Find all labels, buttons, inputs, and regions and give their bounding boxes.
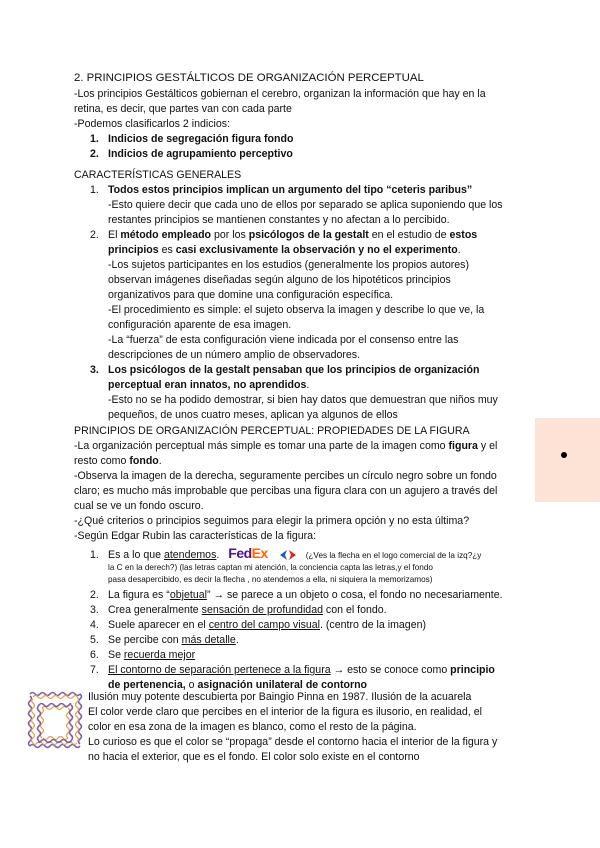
section-title: 2. PRINCIPIOS GESTÁLTICOS DE ORGANIZACIÓN PERCEPTUAL <box>74 72 424 84</box>
text-run: . (centro de la imagen) <box>320 619 427 631</box>
text-run-underline: objetual <box>169 589 207 601</box>
text-run: El <box>108 229 121 241</box>
text-run: . <box>457 244 461 256</box>
text-run-bold: psicólogos de la gestalt <box>248 229 369 241</box>
paragraph-line: -Los principios Gestálticos gobiernan el cerebro, organizan la información que hay en la <box>74 88 486 100</box>
text-run: ” → se parece a un objeto o cosa, el fondo no necesariamente. <box>206 589 503 601</box>
paragraph-line: claro; es mucho más improbable que percibas una figura clara con un agujero a través del <box>74 485 498 497</box>
paragraph-line: -La “fuerza” de esta configuración viene indicada por el consenso entre las <box>108 334 459 346</box>
list-item <box>90 588 503 602</box>
paragraph-line: -Los sujetos participantes en los estudios (generalmente los propios autores) <box>108 259 469 271</box>
text-run: en el estudio de <box>368 229 450 241</box>
paragraph-line: -Esto no se ha podido demostrar, si bien hay datos que demuestran que niños muy <box>108 394 498 406</box>
text-run: o <box>185 679 198 691</box>
list-number: 1. <box>90 133 99 145</box>
text-run-bold: método empleado <box>120 229 212 241</box>
text-run-underline: atendemos <box>163 549 217 561</box>
list-number: 2. <box>90 148 99 160</box>
text-run: Suele aparecer en el <box>108 619 209 631</box>
text-run: resto como <box>74 455 130 467</box>
fedex-logo-text: Ex <box>251 545 268 561</box>
text-run: . <box>235 634 239 646</box>
watercolor-illusion-image <box>26 690 84 750</box>
list-item <box>90 363 479 377</box>
text-run-underline: centro del campo visual <box>208 619 321 631</box>
text-run: por los <box>211 229 249 241</box>
paragraph-line: cual se ve un fondo oscuro. <box>74 500 204 512</box>
paragraph-line: restantes principios se mantienen constantes y no afectan a lo percibido. <box>108 214 450 226</box>
list-number: 3. <box>90 604 99 616</box>
list-number: 1. <box>90 184 99 196</box>
list-item <box>90 618 426 632</box>
paragraph-line: -El procedimiento es simple: el sujeto observa la imagen y describe lo que ve, la <box>108 304 485 316</box>
paragraph-line: color en esa zona de la imagen es blanco, como el resto de la página. <box>88 721 417 733</box>
paragraph-line: El color verde claro que percibes en el interior de la figura es ilusorio, en realidad, el <box>88 706 482 718</box>
text-run: Es a lo que <box>108 549 164 561</box>
text-run-bold: perceptual eran innatos, no aprendidos <box>108 379 307 391</box>
list-item <box>90 633 239 647</box>
paragraph-line: no hacia el exterior, que es el fondo. El color solo existe en el contorno <box>88 751 420 763</box>
list-item <box>90 648 195 662</box>
carrefour-logo-icon <box>277 549 299 561</box>
text-run: y el <box>477 440 498 452</box>
list-number: 2. <box>90 229 99 241</box>
text-run-bold: fondo <box>129 455 159 467</box>
note-line: pasa desapercibido, es decir la flecha , no atendemos a ella, ni siquiera la memorizamos) <box>108 575 433 584</box>
paragraph-line: descripciones de un número amplio de observadores. <box>108 349 361 361</box>
text-run-bold: figura <box>448 440 478 452</box>
text-run: con el fondo. <box>322 604 387 616</box>
list-item <box>90 147 293 161</box>
paragraph-line: observan imágenes diseñadas según alguno de los hipotéticos principios <box>108 274 451 286</box>
list-number: 4. <box>90 619 99 631</box>
text-run-bold: asignación unilateral de contorno <box>197 679 368 691</box>
list-number: 6. <box>90 649 99 661</box>
list-heading: Todos estos principios implican un argumento del tipo “ceteris paribus” <box>108 184 473 196</box>
fedex-logo-text: Fed <box>228 545 252 561</box>
text-run-bold: estos <box>449 229 478 241</box>
paragraph-line: -Podemos clasificarlos 2 indicios: <box>74 118 231 130</box>
text-run: -La organización perceptual más simple es tomar una parte de la imagen como <box>74 440 449 452</box>
list-number: 7. <box>90 664 99 676</box>
note-text: (¿Ves la flecha en el logo comercial de la izq?¿y <box>305 551 482 560</box>
paragraph-line <box>108 243 461 257</box>
paragraph-line: configuración aparente de esa imagen. <box>108 319 292 331</box>
text-run-underline: El contorno de separación pertenece a la figura <box>108 664 331 676</box>
paragraph-line <box>108 378 309 392</box>
figure-ground-image <box>535 418 600 502</box>
note-line: la C en la derech?) (las letras captan mi atención, la conciencia capta las letras,y el fondo <box>108 563 433 572</box>
paragraph-line: Lo curioso es que el color se “propaga” desde el contorno hacia el interior de la figura y <box>88 736 498 748</box>
list-number: 5. <box>90 634 99 646</box>
text-run: . <box>216 549 220 561</box>
paragraph-line: retina, es decir, que partes van con cada parte <box>74 103 292 115</box>
list-item <box>90 228 477 242</box>
list-item <box>90 544 481 562</box>
text-run-bold: principio <box>450 664 495 676</box>
text-run: Crea generalmente <box>108 604 202 616</box>
section-title: CARACTERÍSTICAS GENERALES <box>74 169 242 181</box>
text-run: . <box>158 455 162 467</box>
paragraph-line: -Según Edgar Rubin las características de la figura: <box>74 530 317 542</box>
list-item <box>90 663 495 677</box>
text-run-bold: principios <box>108 244 159 256</box>
paragraph-line: pequeños, de unos cuatro meses, aplican ya algunos de ellos <box>108 409 398 421</box>
text-run: es <box>158 244 176 256</box>
text-run: . <box>306 379 310 391</box>
black-circle <box>561 452 567 458</box>
list-number: 3. <box>90 364 99 376</box>
paragraph-line: -¿Qué criterios o principios seguimos para elegir la primera opción y no esta última? <box>74 515 470 527</box>
paragraph-line: -Observa la imagen de la derecha, seguramente percibes un círculo negro sobre un fondo <box>74 470 497 482</box>
text-run-underline: sensación de profundidad <box>201 604 323 616</box>
paragraph-line: Ilusión muy potente descubierta por Baingio Pinna en 1987. Ilusión de la acuarela <box>88 691 472 703</box>
paragraph-line <box>74 439 497 453</box>
section-title: PRINCIPIOS DE ORGANIZACIÓN PERCEPTUAL: PROPIEDADES DE LA FIGURA <box>74 425 470 437</box>
list-item <box>90 132 293 146</box>
list-number: 1. <box>90 549 99 561</box>
text-run: → esto se conoce como <box>330 664 451 676</box>
list-number: 2. <box>90 589 99 601</box>
list-item <box>90 183 472 197</box>
text-run-bold: casi exclusivamente la observación y no el experimento <box>175 244 458 256</box>
text-run-underline: recuerda mejor <box>123 649 196 661</box>
list-heading: Los psicólogos de la gestalt pensaban que los principios de organización <box>108 364 480 376</box>
list-text: Indicios de segregación figura fondo <box>108 133 294 145</box>
text-run: Se <box>108 649 124 661</box>
list-item <box>90 603 387 617</box>
text-run: La figura es “ <box>108 589 170 601</box>
paragraph-line: organizativos para que domine una configuración específica. <box>108 289 394 301</box>
paragraph-line <box>74 454 162 468</box>
text-run-bold: de pertenencia, <box>108 679 186 691</box>
text-run: Se percibe con <box>108 634 182 646</box>
fedex-logo <box>228 545 268 561</box>
list-text: Indicios de agrupamiento perceptivo <box>108 148 293 160</box>
text-run-underline: más detalle <box>181 634 236 646</box>
paragraph-line: -Esto quiere decir que cada uno de ellos por separado se aplica suponiendo que los <box>108 199 503 211</box>
